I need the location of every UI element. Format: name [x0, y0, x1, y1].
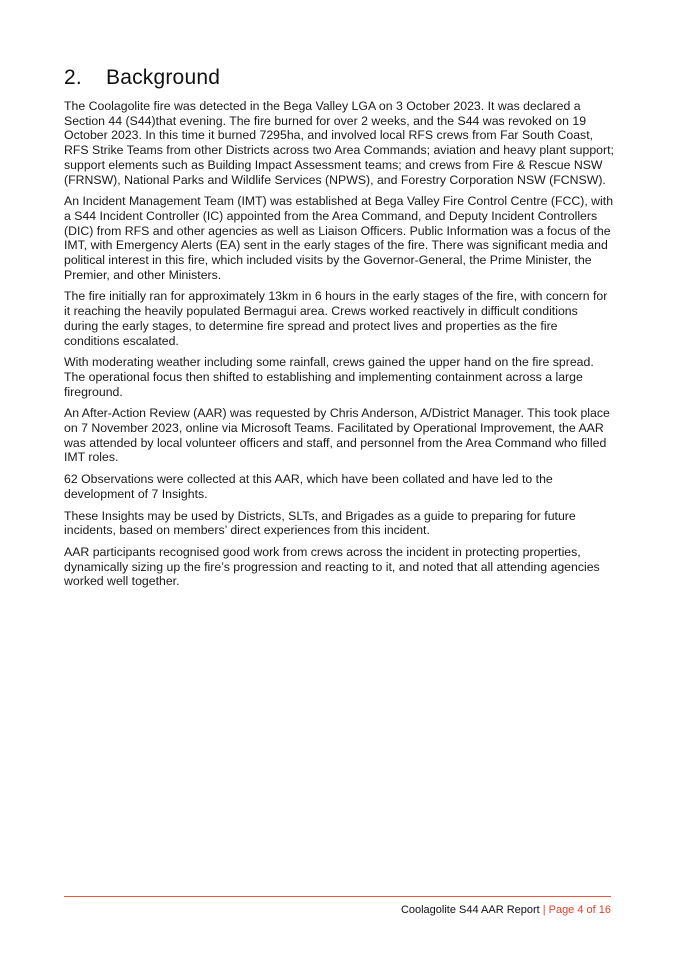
paragraph-8: AAR participants recognised good work from crews across the incident in protecting properties, dynamically sizing up the fire’s progression and reacting to it, and noted that all attending agencies worked well together. [64, 544, 600, 589]
paragraph-3: The fire initially ran for approximately 13km in 6 hours in the early stages of the fire, with concern for it reaching the heavily populated Bermagui area. Crews worked reactively in difficult conditions during the early stages, to determine fire spread and protect lives and properties as the fire conditions escalated. [64, 289, 608, 348]
section-number: 2. [64, 66, 82, 89]
section-title: Background [106, 66, 221, 89]
paragraph-4: With moderating weather including some rainfall, crews gained the upper hand on the fire spread. The operational focus then shifted to establishing and implementing containment across a large fireground. [64, 355, 594, 399]
footer-page-number: Page 4 of 16 [548, 904, 611, 916]
paragraph-6: 62 Observations were collected at this AAR, which have been collated and have led to the development of 7 Insights. [64, 472, 553, 501]
paragraph-7: These Insights may be used by Districts, SLTs, and Brigades as a guide to preparing for future incidents, based on members’ direct experiences from this incident. [64, 508, 576, 538]
paragraph-1: The Coolagolite fire was detected in the Bega Valley LGA on 3 October 2023. It was declared a Section 44 (S44)that evening. The fire burned for over 2 weeks, and the S44 was revoked on 19 October 2023. In this time it burned 7295ha, and involved local RFS crews from Far South Coast, RFS Strike Teams from other Districts across two Area Commands; aviation and heavy plant support; support elements such as Building Impact Assessment teams; and crews from Fire & Rescue NSW (FRNSW), National Parks and Wildlife Services (NPWS), and Forestry Corporation NSW (FCNSW). [64, 99, 614, 187]
footer-separator: | [542, 904, 546, 916]
section-heading [64, 66, 614, 90]
footer-divider [64, 896, 611, 897]
main-content [64, 66, 614, 596]
paragraph-5: An After-Action Review (AAR) was requested by Chris Anderson, A/District Manager. This took place on 7 November 2023, online via Microsoft Teams. Facilitated by Operational Improvement, the AAR was attended by local volunteer officers and staff, and personnel from the Area Command who filled IMT roles. [64, 406, 610, 465]
paragraph-2: An Incident Management Team (IMT) was established at Bega Valley Fire Control Centre (FCC), with a S44 Incident Controller (IC) appointed from the Area Command, and Deputy Incident Controllers (DIC) from RFS and other agencies as well as Liaison Officers. Public Information was a focus of the IMT, with Emergency Alerts (EA) sent in the early stages of the fire. There was significant media and political interest in this fire, which included visits by the Governor-General, the Prime Minister, the Premier, and other Ministers. [64, 194, 614, 282]
page-footer [401, 904, 611, 916]
footer-report-title: Coolagolite S44 AAR Report [400, 904, 540, 916]
